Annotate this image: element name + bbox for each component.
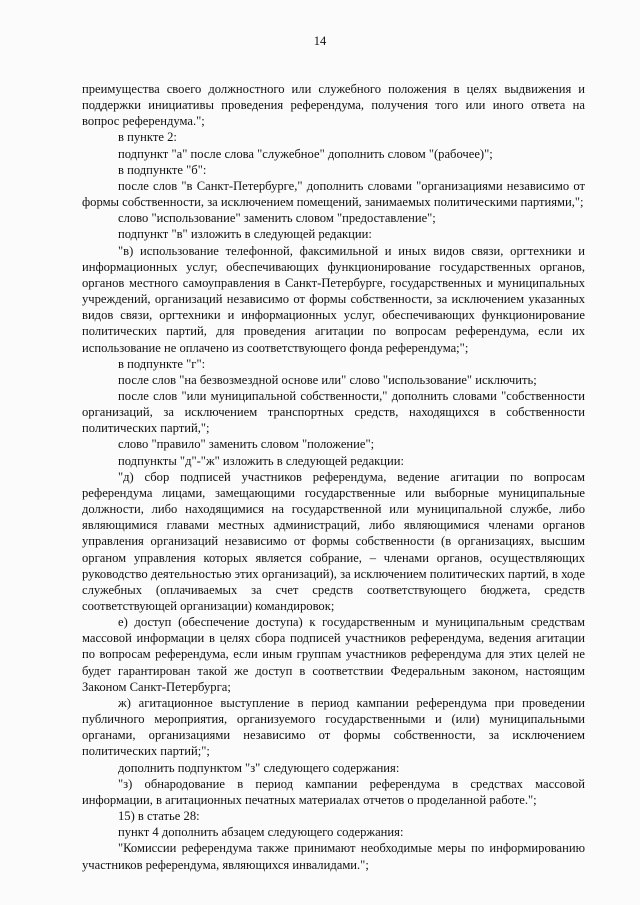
- paragraph: дополнить подпунктом "з" следующего содержания:: [118, 760, 400, 775]
- paragraph: "Комиссии референдума также принимают необходимые меры по информированию участников референдума, являющихся инвалидами.";: [82, 841, 585, 872]
- paragraph: подпункты "д"-"ж" изложить в следующей редакции:: [118, 453, 404, 468]
- paragraph: после слов "в Санкт-Петербурге," дополнить словами "организациями независимо от формы собственности, за исключением помещений, занимаемых политическими партиями,";: [82, 178, 585, 210]
- paragraph: "з) обнародование в период кампании референдума в средствах массовой информации, в агитационных печатных материалах отчетов о проделанной работе.";: [82, 776, 585, 807]
- paragraph: "в) использование телефонной, факсимильной и иных видов связи, оргтехники и информационных услуг, обеспечивающих функционирование государственных органов, органов местного самоуправления в Санкт-Петербурге, государственных и муниципальных учреждений, организаций независимо от формы собственности, за исключением указанных видов связи, оргтехники и информационных услуг, обеспечивающих функционирование политических партий, для проведения агитации по вопросам референдума, если их использование не оплачено из соответствующего фонда референдума;";: [82, 243, 585, 355]
- paragraph: слово "правило" заменить словом "положение";: [118, 437, 375, 452]
- paragraph: слово "использование" заменить словом "предоставление";: [118, 211, 436, 226]
- paragraph: ж) агитационное выступление в период кампании референдума при проведении публичного мероприятия, организуемого государственными и (или) муниципальными органами, организациями независимо от формы собственности, за исключением политических партий;";: [82, 695, 585, 759]
- paragraph: 15) в статье 28:: [118, 809, 200, 824]
- document-body: [82, 81, 585, 873]
- paragraph: подпункт "в" изложить в следующей редакции:: [118, 227, 372, 242]
- paragraph: в подпункте "б":: [118, 162, 207, 177]
- paragraph: после слов "или муниципальной собственности," дополнить словами "собственности организаций, за исключением транспортных средств, находящихся в собственности политических партий,";: [82, 388, 585, 436]
- paragraph: преимущества своего должностного или служебного положения в целях выдвижения и поддержки инициативы проведения референдума, получения того или иного ответа на вопрос референдума.";: [82, 82, 585, 129]
- paragraph: е) доступ (обеспечение доступа) к государственным и муниципальным средствам массовой информации в целях сбора подписей участников референдума, ведения агитации по вопросам референдума, если иным группам участников референдума для этих целей не будет гарантирован такой же доступ в соответствии Федеральным законом, настоящим Законом Санкт-Петербурга;: [82, 615, 585, 694]
- paragraph: в подпункте "г":: [118, 356, 206, 371]
- paragraph: в пункте 2:: [118, 130, 177, 145]
- paragraph: подпункт "а" после слова "служебное" дополнить словом "(рабочее)";: [118, 146, 493, 161]
- paragraph: пункт 4 дополнить абзацем следующего содержания:: [118, 825, 404, 840]
- paragraph: "д) сбор подписей участников референдума, ведение агитации по вопросам референдума лицами, замещающими государственные или выборные муниципальные должности, либо находящимися на государственной или муниципальной службе, либо являющимися главами местных администраций, либо являющимися членами органов управления организаций независимо от формы собственности (в организациях, высшим органом управления которых является собрание, – членами органов, осуществляющих руководство деятельностью этих организаций), за исключением политических партий, в ходе служебных (оплачиваемых за счет средств соответствующего бюджета, средств соответствующей организации) командировок;: [82, 469, 585, 613]
- paragraph: после слов "на безвозмездной основе или" слово "использование" исключить;: [118, 372, 537, 387]
- page-number: 14: [313, 34, 327, 48]
